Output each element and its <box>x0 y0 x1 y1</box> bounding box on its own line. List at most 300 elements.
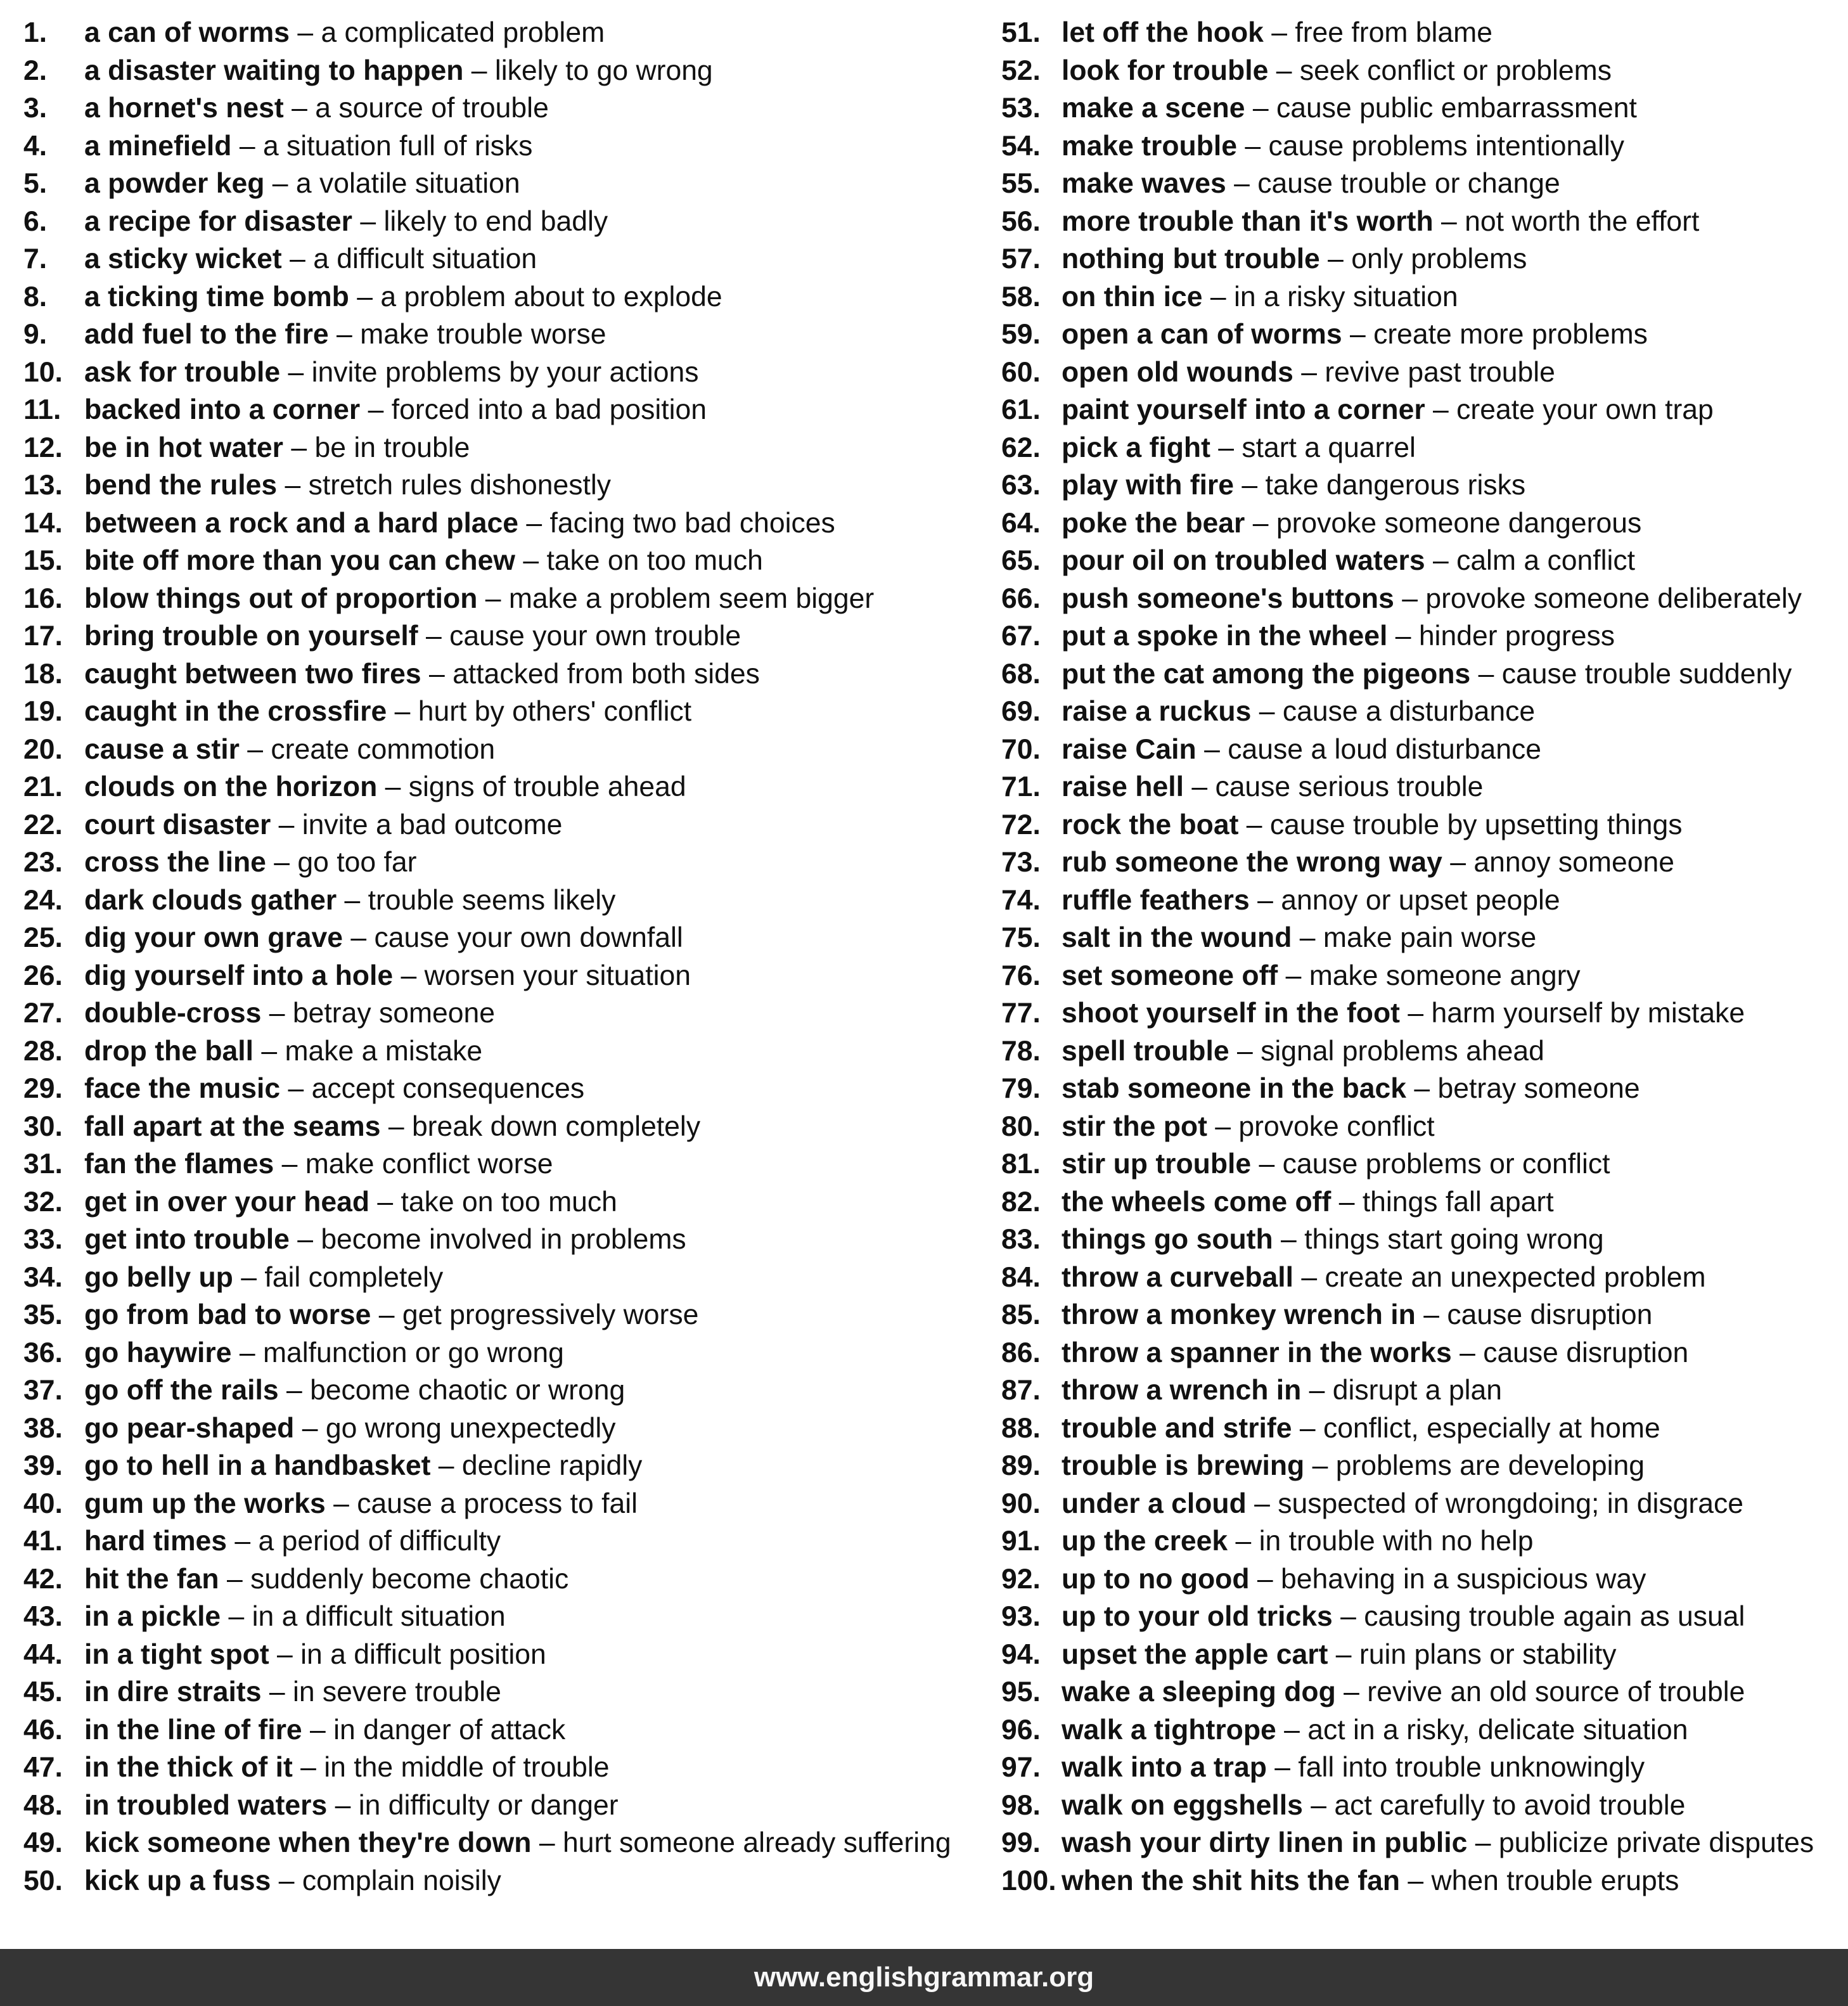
item-number: 13. <box>23 470 63 501</box>
dash-separator: – <box>463 55 495 86</box>
idiom-list-item <box>23 1787 974 1825</box>
item-number: 55. <box>1001 168 1041 199</box>
item-text <box>84 994 495 1032</box>
item-number: 81. <box>1001 1148 1041 1180</box>
idiom-term: bite off more than you can chew <box>84 545 515 576</box>
item-number: 84. <box>1001 1261 1041 1293</box>
idiom-list-item <box>1001 466 1844 505</box>
idiom-definition: harm yourself by mistake <box>1431 998 1745 1029</box>
dash-separator: – <box>302 1714 334 1746</box>
idiom-term: salt in the wound <box>1062 922 1292 953</box>
dash-separator: – <box>418 620 450 652</box>
item-text <box>84 429 470 467</box>
idiom-list-item <box>1001 52 1844 90</box>
idiom-definition: act in a risky, delicate situation <box>1307 1714 1688 1746</box>
idiom-term: put the cat among the pigeons <box>1062 658 1471 690</box>
dash-separator: – <box>280 356 312 388</box>
idiom-list-item <box>1001 1862 1844 1900</box>
item-text <box>84 882 615 920</box>
idiom-definition: take dangerous risks <box>1265 470 1526 501</box>
item-text <box>84 693 691 731</box>
idiom-definition: disrupt a plan <box>1332 1375 1502 1406</box>
item-number: 94. <box>1001 1638 1041 1670</box>
item-number: 39. <box>23 1450 63 1481</box>
item-number: 6. <box>23 205 48 237</box>
item-number: 3. <box>23 93 48 124</box>
dash-separator: – <box>1236 130 1269 162</box>
item-text <box>1062 127 1624 165</box>
idiom-list-item <box>1001 429 1844 467</box>
item-text <box>1062 52 1612 90</box>
item-text <box>1062 617 1615 655</box>
idiom-term: kick someone when they're down <box>84 1827 532 1858</box>
idiom-term: pick a fight <box>1062 432 1210 463</box>
item-number: 82. <box>1001 1186 1041 1218</box>
idiom-term: throw a spanner in the works <box>1062 1337 1452 1368</box>
item-text <box>1062 354 1555 392</box>
item-number: 78. <box>1001 1035 1041 1067</box>
item-number: 76. <box>1001 960 1041 991</box>
dash-separator: – <box>281 243 314 274</box>
item-text <box>84 1749 610 1787</box>
dash-separator: – <box>1292 922 1323 953</box>
item-number: 16. <box>23 582 63 614</box>
idiom-definition: in trouble with no help <box>1259 1526 1534 1557</box>
item-text <box>1062 1485 1743 1523</box>
idiom-list-item <box>1001 994 1844 1032</box>
idiom-list-item <box>23 14 974 52</box>
item-text <box>1062 1598 1745 1636</box>
idiom-list-item <box>1001 1824 1844 1862</box>
idiom-list-item <box>1001 1145 1844 1183</box>
item-number: 10. <box>23 356 63 388</box>
idiom-term: backed into a corner <box>84 394 361 425</box>
idiom-list-item <box>23 957 974 995</box>
item-text <box>1062 1862 1679 1900</box>
idiom-term: in troubled waters <box>84 1789 328 1821</box>
idiom-term: add fuel to the fire <box>84 319 329 350</box>
item-text <box>84 655 760 693</box>
idiom-list-item <box>23 1862 974 1900</box>
idiom-list-item <box>1001 505 1844 543</box>
item-text <box>84 1824 951 1862</box>
idiom-term: bend the rules <box>84 470 278 501</box>
item-text <box>1062 882 1560 920</box>
dash-separator: – <box>1245 507 1276 539</box>
idiom-definition: a problem about to explode <box>380 281 722 312</box>
idiom-term: cross the line <box>84 847 266 878</box>
item-number: 57. <box>1001 243 1041 274</box>
idiom-term: open a can of worms <box>1062 319 1342 350</box>
idiom-list-item <box>23 1259 974 1297</box>
idiom-definition: become chaotic or wrong <box>310 1375 626 1406</box>
idiom-term: walk a tightrope <box>1062 1714 1276 1746</box>
dash-separator: – <box>1332 1601 1364 1632</box>
site-url-link[interactable]: www.englishgrammar.org <box>754 1962 1094 1993</box>
item-text <box>1062 278 1458 316</box>
idiom-definition: attacked from both sides <box>452 658 760 690</box>
item-text <box>1062 1259 1706 1297</box>
item-number: 49. <box>23 1827 63 1858</box>
idiom-definition: in a difficult position <box>300 1638 546 1670</box>
idiom-term: go from bad to worse <box>84 1299 371 1330</box>
item-text <box>84 391 707 429</box>
idiom-definition: a complicated problem <box>321 17 605 48</box>
idiom-list-item <box>1001 1259 1844 1297</box>
idiom-term: trouble and strife <box>1062 1412 1292 1444</box>
item-number: 98. <box>1001 1789 1041 1821</box>
dash-separator: – <box>1278 960 1309 991</box>
idiom-term: gum up the works <box>84 1488 326 1519</box>
idiom-term: cause a stir <box>84 733 240 765</box>
idiom-definition: fall into trouble unknowingly <box>1298 1752 1645 1783</box>
idiom-list-item <box>1001 957 1844 995</box>
idiom-definition: start a quarrel <box>1242 432 1416 463</box>
item-number: 35. <box>23 1299 63 1330</box>
dash-separator: – <box>280 1073 312 1104</box>
dash-separator: – <box>227 1526 259 1557</box>
item-number: 12. <box>23 432 63 463</box>
dash-separator: – <box>1238 809 1270 840</box>
idiom-list-item <box>23 240 974 278</box>
idiom-definition: in the middle of trouble <box>324 1752 610 1783</box>
item-number: 60. <box>1001 356 1041 388</box>
dash-separator: – <box>1229 1035 1261 1067</box>
idiom-list-item <box>23 52 974 90</box>
idiom-definition: cause disruption <box>1447 1299 1653 1330</box>
item-text <box>84 466 611 505</box>
dash-separator: – <box>233 1261 265 1293</box>
idiom-list-item <box>1001 1183 1844 1221</box>
item-text <box>84 14 605 52</box>
idiom-term: up to your old tricks <box>1062 1601 1333 1632</box>
dash-separator: – <box>269 1638 301 1670</box>
dash-separator: – <box>277 470 309 501</box>
idiom-list-item <box>1001 655 1844 693</box>
item-text <box>84 1334 564 1372</box>
idiom-definition: cause your own downfall <box>374 922 683 953</box>
dash-separator: – <box>274 1148 305 1180</box>
item-text <box>84 1673 501 1711</box>
item-text <box>84 1485 638 1523</box>
dash-separator: – <box>1226 168 1258 199</box>
idiom-term: a can of worms <box>84 17 290 48</box>
dash-separator: – <box>1246 1488 1278 1519</box>
idiom-definition: suddenly become chaotic <box>250 1563 569 1595</box>
idiom-definition: betray someone <box>1437 1073 1640 1104</box>
idiom-list-item <box>23 1108 974 1146</box>
idiom-definition: provoke conflict <box>1238 1110 1435 1142</box>
idiom-list-item <box>1001 580 1844 618</box>
dash-separator: – <box>1266 1752 1299 1783</box>
idiom-definition: a situation full of risks <box>262 130 533 162</box>
item-text <box>84 580 874 618</box>
idiom-definition: create an unexpected problem <box>1325 1261 1706 1293</box>
item-number: 56. <box>1001 205 1041 237</box>
item-text <box>84 1787 619 1825</box>
dash-separator: – <box>283 432 315 463</box>
idiom-definition: free from blame <box>1295 17 1492 48</box>
idiom-term: things go south <box>1062 1224 1273 1255</box>
idiom-list-item <box>23 391 974 429</box>
idiom-definition: break down completely <box>411 1110 701 1142</box>
dash-separator: – <box>1251 1148 1283 1180</box>
idiom-term: look for trouble <box>1062 55 1269 86</box>
dash-separator: – <box>1342 319 1374 350</box>
item-text <box>1062 1749 1645 1787</box>
idiom-term: fan the flames <box>84 1148 274 1180</box>
idiom-list-item <box>23 731 974 769</box>
item-text <box>84 1372 625 1410</box>
idiom-term: more trouble than it's worth <box>1062 205 1434 237</box>
idiom-list-item <box>23 466 974 505</box>
idiom-term: wash your dirty linen in public <box>1062 1827 1468 1858</box>
idiom-term: open old wounds <box>1062 356 1293 388</box>
item-number: 51. <box>1001 17 1041 48</box>
idiom-definition: become involved in problems <box>321 1224 686 1255</box>
idiom-term: a ticking time bomb <box>84 281 349 312</box>
item-number: 54. <box>1001 130 1041 162</box>
idiom-term: a minefield <box>84 130 232 162</box>
idiom-definition: provoke someone deliberately <box>1425 582 1802 614</box>
idiom-list-item <box>1001 354 1844 392</box>
dash-separator: – <box>253 1035 285 1067</box>
idiom-definition: in a difficult situation <box>252 1601 506 1632</box>
idiom-term: spell trouble <box>1062 1035 1229 1067</box>
idiom-definition: fail completely <box>264 1261 444 1293</box>
dash-separator: – <box>1467 1827 1499 1858</box>
item-number: 33. <box>23 1224 63 1255</box>
idiom-list-item <box>23 1032 974 1071</box>
idiom-term: ask for trouble <box>84 356 281 388</box>
item-number: 45. <box>23 1676 63 1707</box>
idiom-term: rub someone the wrong way <box>1062 847 1442 878</box>
dash-separator: – <box>531 1827 563 1858</box>
idiom-term: in the line of fire <box>84 1714 302 1746</box>
idiom-list-item <box>23 693 974 731</box>
item-text <box>1062 391 1714 429</box>
dash-separator: – <box>371 1299 402 1330</box>
idiom-term: hard times <box>84 1526 228 1557</box>
item-text <box>84 919 683 957</box>
idiom-list-item <box>23 1749 974 1787</box>
idiom-term: fall apart at the seams <box>84 1110 381 1142</box>
idiom-definition: get progressively worse <box>402 1299 699 1330</box>
dash-separator: – <box>1319 243 1352 274</box>
idiom-list-item <box>23 542 974 580</box>
idiom-term: trouble is brewing <box>1062 1450 1305 1481</box>
item-number: 95. <box>1001 1676 1041 1707</box>
item-number: 36. <box>23 1337 63 1368</box>
dash-separator: – <box>294 1412 326 1444</box>
item-number: 64. <box>1001 507 1041 539</box>
idiom-list-item <box>23 882 974 920</box>
item-number: 14. <box>23 507 63 539</box>
idiom-definition: things fall apart <box>1362 1186 1554 1218</box>
idiom-definition: in a risky situation <box>1233 281 1458 312</box>
dash-separator: – <box>261 998 293 1029</box>
idiom-definition: go too far <box>297 847 417 878</box>
item-text <box>84 957 691 995</box>
idiom-list-item <box>23 165 974 203</box>
dash-separator: – <box>289 1224 321 1255</box>
item-text <box>84 278 722 316</box>
idiom-term: make a scene <box>1062 93 1245 124</box>
idiom-list-item <box>23 1410 974 1448</box>
idiom-definition: revive past trouble <box>1325 356 1555 388</box>
idiom-list-item <box>23 278 974 316</box>
idiom-list-item <box>1001 693 1844 731</box>
idiom-definition: stretch rules dishonestly <box>308 470 611 501</box>
item-number: 71. <box>1001 771 1041 802</box>
dash-separator: – <box>377 771 409 802</box>
idiom-term: throw a wrench in <box>1062 1375 1302 1406</box>
item-number: 44. <box>23 1638 63 1670</box>
item-text <box>1062 655 1792 693</box>
item-number: 62. <box>1001 432 1041 463</box>
item-text <box>1062 1334 1688 1372</box>
idiom-definition: in danger of attack <box>333 1714 566 1746</box>
item-number: 42. <box>23 1563 63 1595</box>
idiom-list-item <box>1001 806 1844 844</box>
idiom-definition: make conflict worse <box>305 1148 553 1180</box>
idiom-term: caught in the crossfire <box>84 696 387 727</box>
dash-separator: – <box>1251 696 1283 727</box>
item-text <box>84 731 495 769</box>
dash-separator: – <box>292 1752 324 1783</box>
item-text <box>84 1032 482 1071</box>
item-text <box>1062 919 1536 957</box>
idiom-list-item <box>1001 1032 1844 1071</box>
item-text <box>84 1522 501 1560</box>
idiom-list-item <box>1001 203 1844 241</box>
item-number: 61. <box>1001 394 1041 425</box>
idiom-list-item <box>1001 278 1844 316</box>
item-number: 23. <box>23 847 63 878</box>
item-text <box>1062 1560 1646 1598</box>
idiom-list-item <box>1001 1221 1844 1259</box>
idiom-list-item <box>23 1145 974 1183</box>
item-number: 40. <box>23 1488 63 1519</box>
idiom-list-item <box>1001 165 1844 203</box>
dash-separator: – <box>342 922 375 953</box>
item-text <box>1062 693 1535 731</box>
idiom-list-item <box>1001 1070 1844 1108</box>
item-number: 11. <box>23 394 61 425</box>
idiom-term: make trouble <box>1062 130 1237 162</box>
item-number: 15. <box>23 545 63 576</box>
item-number: 85. <box>1001 1299 1041 1330</box>
idiom-term: up to no good <box>1062 1563 1250 1595</box>
dash-separator: – <box>1399 998 1432 1029</box>
item-text <box>1062 1787 1685 1825</box>
dash-separator: – <box>1268 55 1300 86</box>
idiom-list-item <box>23 919 974 957</box>
idiom-list-item <box>1001 731 1844 769</box>
idiom-list-item <box>23 1522 974 1560</box>
idiom-list-left-column <box>23 14 974 1900</box>
idiom-term: stab someone in the back <box>1062 1073 1407 1104</box>
item-number: 70. <box>1001 733 1041 765</box>
idiom-term: when the shit hits the fan <box>1062 1865 1401 1896</box>
item-number: 53. <box>1001 93 1041 124</box>
idiom-term: raise Cain <box>1062 733 1197 765</box>
idiom-list-item <box>1001 1447 1844 1485</box>
idiom-list-item <box>1001 89 1844 127</box>
idiom-term: a disaster waiting to happen <box>84 55 464 86</box>
item-number: 83. <box>1001 1224 1041 1255</box>
item-text <box>1062 1032 1544 1071</box>
item-text <box>84 203 608 241</box>
dash-separator: – <box>219 1563 251 1595</box>
idiom-definition: problems are developing <box>1335 1450 1645 1481</box>
idiom-definition: act carefully to avoid trouble <box>1334 1789 1686 1821</box>
idiom-definition: a difficult situation <box>313 243 537 274</box>
item-text <box>1062 580 1802 618</box>
idiom-term: stir the pot <box>1062 1110 1207 1142</box>
item-text <box>84 89 549 127</box>
idiom-term: raise a ruckus <box>1062 696 1252 727</box>
idiom-definition: forced into a bad position <box>391 394 707 425</box>
idiom-definition: revive an old source of trouble <box>1367 1676 1745 1707</box>
dash-separator: – <box>1210 432 1242 463</box>
idiom-definition: publicize private disputes <box>1498 1827 1814 1858</box>
item-number: 26. <box>23 960 63 991</box>
item-number: 89. <box>1001 1450 1041 1481</box>
item-number: 96. <box>1001 1714 1041 1746</box>
dash-separator: – <box>1301 1375 1333 1406</box>
dash-separator: – <box>352 205 384 237</box>
item-text <box>84 806 562 844</box>
item-text <box>84 1296 698 1334</box>
dash-separator: – <box>477 582 509 614</box>
item-text <box>84 52 713 90</box>
idiom-list-item <box>23 1673 974 1711</box>
item-number: 80. <box>1001 1110 1041 1142</box>
idiom-term: stir up trouble <box>1062 1148 1252 1180</box>
idiom-term: walk on eggshells <box>1062 1789 1303 1821</box>
idiom-list-item <box>23 203 974 241</box>
idiom-term: court disaster <box>84 809 271 840</box>
item-text <box>1062 1221 1604 1259</box>
item-text <box>84 1560 568 1598</box>
idiom-definition: facing two bad choices <box>549 507 835 539</box>
idiom-term: throw a monkey wrench in <box>1062 1299 1416 1330</box>
item-number: 87. <box>1001 1375 1041 1406</box>
item-text <box>1062 1183 1554 1221</box>
item-text <box>1062 731 1541 769</box>
idiom-list-item <box>1001 391 1844 429</box>
item-number: 99. <box>1001 1827 1041 1858</box>
idiom-list-item <box>1001 1334 1844 1372</box>
idiom-definition: cause a loud disturbance <box>1228 733 1541 765</box>
item-number: 22. <box>23 809 63 840</box>
dash-separator: – <box>380 1110 412 1142</box>
dash-separator: – <box>1245 93 1276 124</box>
idiom-definition: accept consequences <box>311 1073 585 1104</box>
idiom-list-item <box>23 1598 974 1636</box>
idiom-list-item <box>23 1824 974 1862</box>
dash-separator: – <box>369 1186 401 1218</box>
idiom-list-item <box>1001 1522 1844 1560</box>
idiom-term: blow things out of proportion <box>84 582 478 614</box>
idiom-list-item <box>23 655 974 693</box>
dash-separator: – <box>1228 1526 1259 1557</box>
dash-separator: – <box>239 733 271 765</box>
item-text <box>1062 806 1683 844</box>
dash-separator: – <box>278 1375 311 1406</box>
idiom-definition: make a mistake <box>285 1035 483 1067</box>
